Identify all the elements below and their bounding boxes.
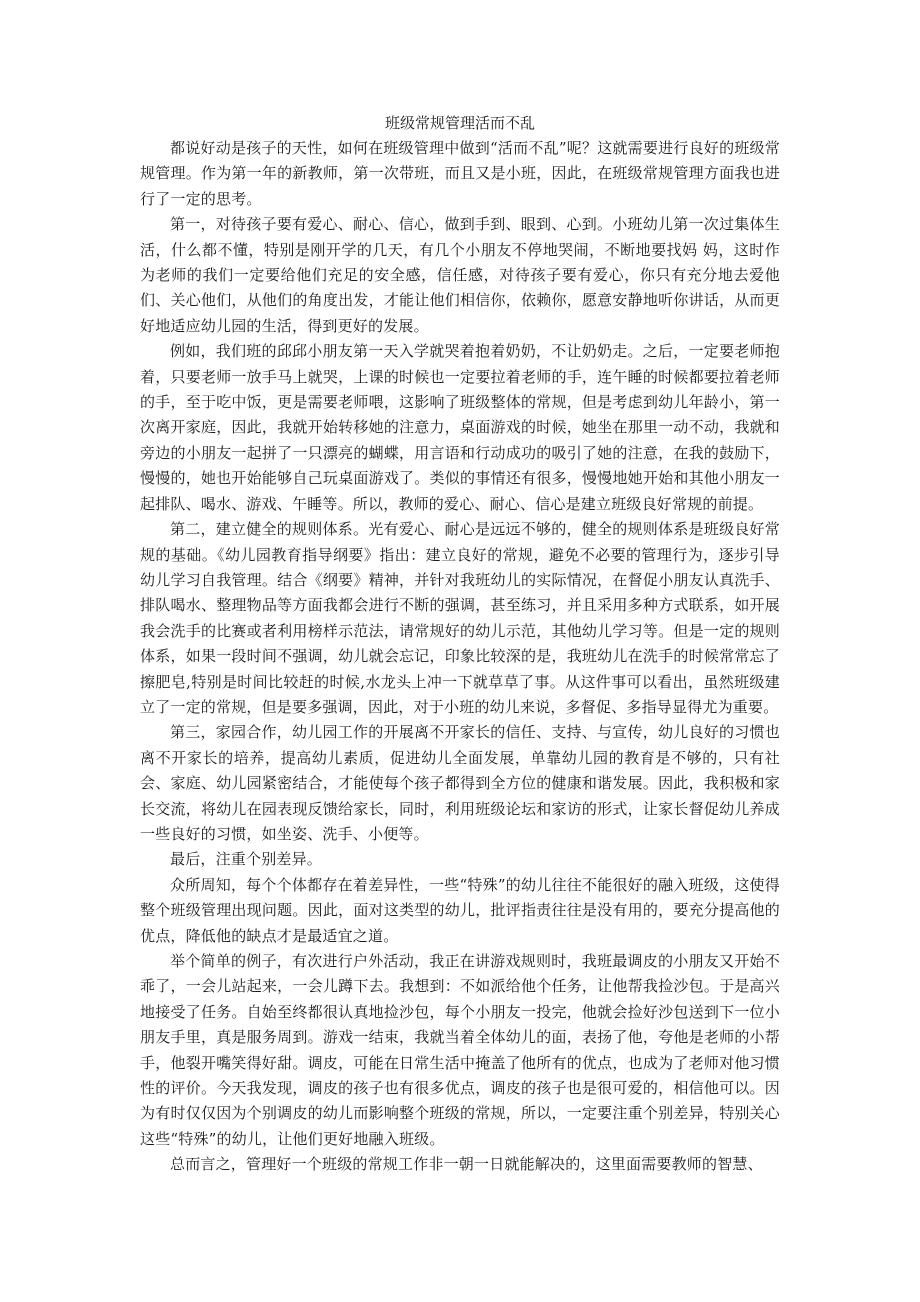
paragraph-individual-differences: 众所周知，每个个体都存在着差异性，一些“特殊”的幼儿往往不能很好的融入班级，这使得整个班级管理出现问题。因此，面对这类型的幼儿，批评指责往往是没有用的，要充分提高他的优点，降低他的缺点才是最适宜之道。 [140,875,780,945]
document-title: 班级常规管理活而不乱 [384,114,535,132]
paragraph-example-outdoor: 举个简单的例子，有次进行户外活动，我正在讲游戏规则时，我班最调皮的小朋友又开始不乖了，一会儿站起来，一会儿蹲下去。我想到：不如派给他个任务，让他帮我捡沙包。于是高兴地接受了任务。自始至终都很认真地捡沙包，每个小朋友一投完，他就会捡好沙包送到下一位小朋友手里，真是服务周到。游戏一结束，我就当着全体幼儿的面，表扬了他，夸他是老师的小帮手，他裂开嘴笑得好甜。调皮，可能在日常生活中掩盖了他所有的优点，也成为了老师对他习惯性的评价。今天我发现，调皮的孩子也有很多优点，调皮的孩子也是很可爱的，相信他可以。因为有时仅仅因为个别调皮的幼儿而影响整个班级的常规，所以，一定要注重个别差异，特别关心这些“特殊”的幼儿，让他们更好地融入班级。 [140,952,780,1148]
paragraph-intro: 都说好动是孩子的天性，如何在班级管理中做到“活而不乱”呢？这就需要进行良好的班级常规管理。作为第一年的新教师，第一次带班，而且又是小班，因此，在班级常规管理方面我也进行了一定的思考。 [140,139,780,208]
paragraph-third-point: 第三，家园合作，幼儿园工作的开展离不开家长的信任、支持、与宣传，幼儿良好的习惯也离不开家长的培养，提高幼儿素质，促进幼儿全面发展，单靠幼儿园的教育是不够的，只有社会、家庭、幼儿园紧密结合，才能使每个孩子都得到全方位的健康和谐发展。因此，我积极和家长交流，将幼儿在园表现反馈给家长，同时，利用班级论坛和家访的形式，让家长督促幼儿养成一些良好的习惯，如坐姿、洗手、小便等。 [140,723,780,843]
paragraph-last-point-heading: 最后，注重个别差异。 [170,850,323,869]
paragraph-conclusion: 总而言之，管理好一个班级的常规工作非一朝一日就能解决的，这里面需要教师的智慧、 [170,1155,763,1174]
paragraph-first-point: 第一，对待孩子要有爱心、耐心、信心，做到手到、眼到、心到。小班幼儿第一次过集体生活，什么都不懂，特别是刚开学的几天，有几个小朋友不停地哭闹，不断地要找妈 妈，这时作为老师的我们一定要给他们充足的安全感，信任感，对待孩子要有爱心，你只有充分地去爱他们、关心他们，从他们的角度出发，才能让他们相信你，依赖你，愿意安静地听你讲话，从而更好地适应幼儿园的生活，得到更好的发展。 [140,215,780,335]
document-page [140,112,780,1178]
paragraph-example-qiuqiu: 例如，我们班的邱邱小朋友第一天入学就哭着抱着奶奶，不让奶奶走。之后，一定要老师抱着，只要老师一放手马上就哭，上课的时候也一定要拉着老师的手，连午睡的时候都要拉着老师的手，至于吃中饭，更是需要老师喂，这影响了班级整体的常规，但是考虑到幼儿年龄小，第一次离开家庭，因此，我就开始转移她的注意力，桌面游戏的时候，她坐在那里一动不动，我就和旁边的小朋友一起拼了一只漂亮的蝴蝶，用言语和行动成功的吸引了她的注意，在我的鼓励下，慢慢的，她也开始能够自己玩桌面游戏了。类似的事情还有很多，慢慢地她开始和其他小朋友一起排队、喝水、游戏、午睡等。所以，教师的爱心、耐心、信心是建立班级良好常规的前提。 [140,342,780,513]
paragraph-second-point: 第二，建立健全的规则体系。光有爱心、耐心是远远不够的，健全的规则体系是班级良好常规的基础。《幼儿园教育指导纲要》指出：建立良好的常规，避免不必要的管理行为，逐步引导幼儿学习自我管理。结合《纲要》精神，并针对我班幼儿的实际情况，在督促小朋友认真洗手、排队喝水、整理物品等方面我都会进行不断的强调，甚至练习，并且采用多种方式联系，如开展我会洗手的比赛或者利用榜样示范法，请常规好的幼儿示范，其他幼儿学习等。但是一定的规则体系，如果一段时间不强调，幼儿就会忘记，印象比较深的是，我班幼儿在洗手的时候常常忘了擦肥皂,特别是时间比较赶的时候,水龙头上冲一下就草草了事。从这件事可以看出，虽然班级建立了一定的常规，但是要多强调，因此，对于小班的幼儿来说，多督促、多指导显得尤为重要。 [140,520,780,716]
